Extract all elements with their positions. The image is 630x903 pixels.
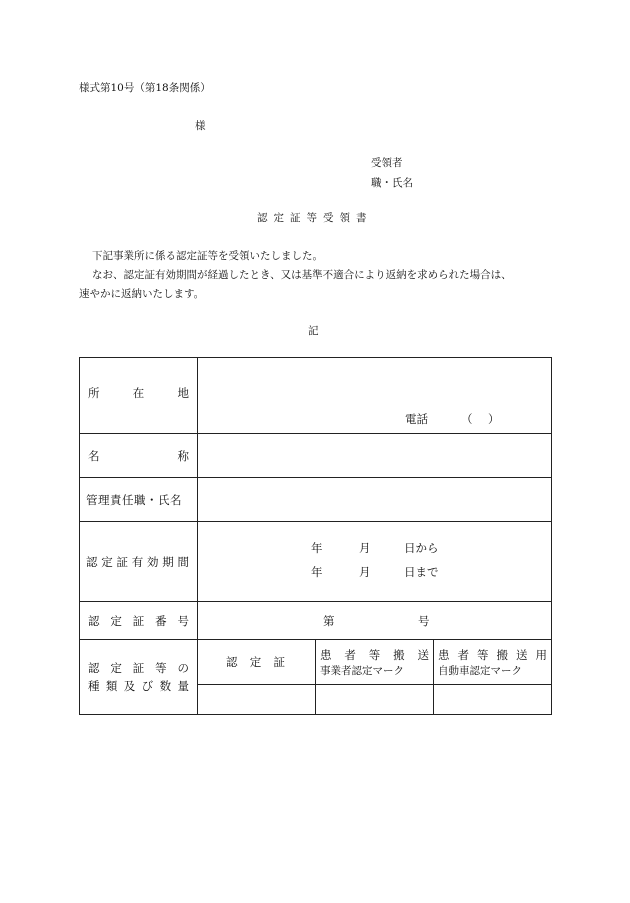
col-mark1-char: 搬 <box>393 647 405 662</box>
manager-label <box>80 478 198 522</box>
cert-number-dai: 第 <box>323 614 335 628</box>
cert-quantity-value[interactable] <box>198 685 316 715</box>
phone-paren-open: （ <box>461 412 473 426</box>
mark2-quantity-value[interactable] <box>434 685 552 715</box>
row-kinds-header <box>80 640 552 685</box>
mark1-quantity-value[interactable] <box>316 685 434 715</box>
row-cert-number <box>80 602 552 640</box>
kinds-label <box>80 640 198 715</box>
col-cert-char: 証 <box>273 655 285 669</box>
col-mark1-char: 患 <box>320 647 332 662</box>
phone-paren-close: ） <box>488 412 500 426</box>
validity-from-month: 月 <box>359 541 371 555</box>
cert-number-label-char: 認 <box>88 613 100 628</box>
cert-number-label-char: 証 <box>132 613 145 628</box>
kinds-label-char: 証 <box>132 661 145 675</box>
col-mark2-char: 患 <box>438 647 450 662</box>
validity-label-char: 間 <box>177 554 189 569</box>
col-mark2-line2: 自動車認定マーク <box>438 664 522 677</box>
col-mark1-char: 送 <box>417 647 429 662</box>
validity-from-day: 日から <box>404 541 439 555</box>
col-mark2-header <box>434 640 552 685</box>
cert-number-label <box>80 602 198 640</box>
col-mark1-line2: 事業者認定マーク <box>320 664 404 677</box>
name-value[interactable] <box>198 434 552 478</box>
address-label-char: 地 <box>177 385 189 400</box>
body-line-2: なお、認定証有効期間が経過したとき、又は基準不適合により返納を求められた場合は、 <box>92 269 512 281</box>
validity-label-char: 効 <box>147 554 159 569</box>
validity-label-char: 認 <box>86 554 98 569</box>
validity-label <box>80 522 198 602</box>
validity-to-month: 月 <box>359 565 371 579</box>
document-title: 認定証等受領書 <box>257 212 373 224</box>
address-value[interactable] <box>198 358 552 434</box>
kinds-label-char: 種 <box>88 679 100 693</box>
kinds-label-char: 量 <box>177 679 189 693</box>
cert-number-label-char: 番 <box>155 613 167 628</box>
validity-label-char: 有 <box>131 554 144 569</box>
col-mark2-char: 送 <box>516 647 528 662</box>
kinds-label-char: 等 <box>155 661 167 675</box>
validity-label-char: 証 <box>116 554 128 569</box>
cert-number-label-char: 号 <box>177 613 189 628</box>
row-manager <box>80 478 552 522</box>
cert-number-label-char: 定 <box>110 613 122 628</box>
validity-from-year: 年 <box>311 541 323 555</box>
phone-label: 電話 <box>405 412 428 426</box>
ki-heading: 記 <box>308 325 319 337</box>
validity-to-year: 年 <box>311 565 323 579</box>
cert-number-go: 号 <box>418 614 430 628</box>
kinds-label-char: 認 <box>88 661 100 675</box>
col-cert-header <box>198 640 316 685</box>
kinds-label-char: の <box>177 661 189 675</box>
validity-to-day: 日まで <box>404 565 439 579</box>
addressee-suffix: 様 <box>195 120 206 132</box>
validity-label-char: 期 <box>162 554 174 569</box>
details-table <box>79 357 552 715</box>
validity-label-char: 定 <box>101 554 113 569</box>
kinds-label-char: 数 <box>159 679 172 693</box>
cert-number-value[interactable] <box>198 602 552 640</box>
col-mark2-char: 搬 <box>496 647 508 662</box>
row-name <box>80 434 552 478</box>
kinds-label-char: 及 <box>123 679 136 693</box>
body-line-3: 速やかに返納いたします。 <box>79 288 205 300</box>
address-label <box>80 358 198 434</box>
row-validity <box>80 522 552 602</box>
kinds-label-char: 類 <box>105 679 118 693</box>
validity-value[interactable] <box>198 522 552 602</box>
address-label-char: 所 <box>88 385 100 400</box>
address-label-char: 在 <box>132 385 145 400</box>
name-label <box>80 434 198 478</box>
col-cert-char: 認 <box>226 655 238 669</box>
recipient-name-label: 職・氏名 <box>371 177 413 189</box>
name-label-char: 名 <box>88 448 100 463</box>
recipient-label: 受領者 <box>371 157 403 169</box>
col-mark2-char: 等 <box>477 647 489 662</box>
body-line-1: 下記事業所に係る認定証等を受領いたしました。 <box>92 250 323 262</box>
col-mark1-char: 者 <box>344 647 356 662</box>
manager-label-text: 管理責任職・氏名 <box>86 492 182 507</box>
col-cert-char: 定 <box>249 655 262 669</box>
kinds-label-char: 定 <box>110 661 122 675</box>
col-mark2-char: 用 <box>535 647 547 662</box>
form-number: 様式第10号（第18条関係） <box>79 82 211 94</box>
col-mark1-char: 等 <box>368 647 381 662</box>
kinds-label-char: び <box>141 679 154 693</box>
col-mark2-char: 者 <box>457 647 469 662</box>
name-label-char: 称 <box>177 448 189 463</box>
row-address <box>80 358 552 434</box>
manager-value[interactable] <box>198 478 552 522</box>
col-mark1-header <box>316 640 434 685</box>
